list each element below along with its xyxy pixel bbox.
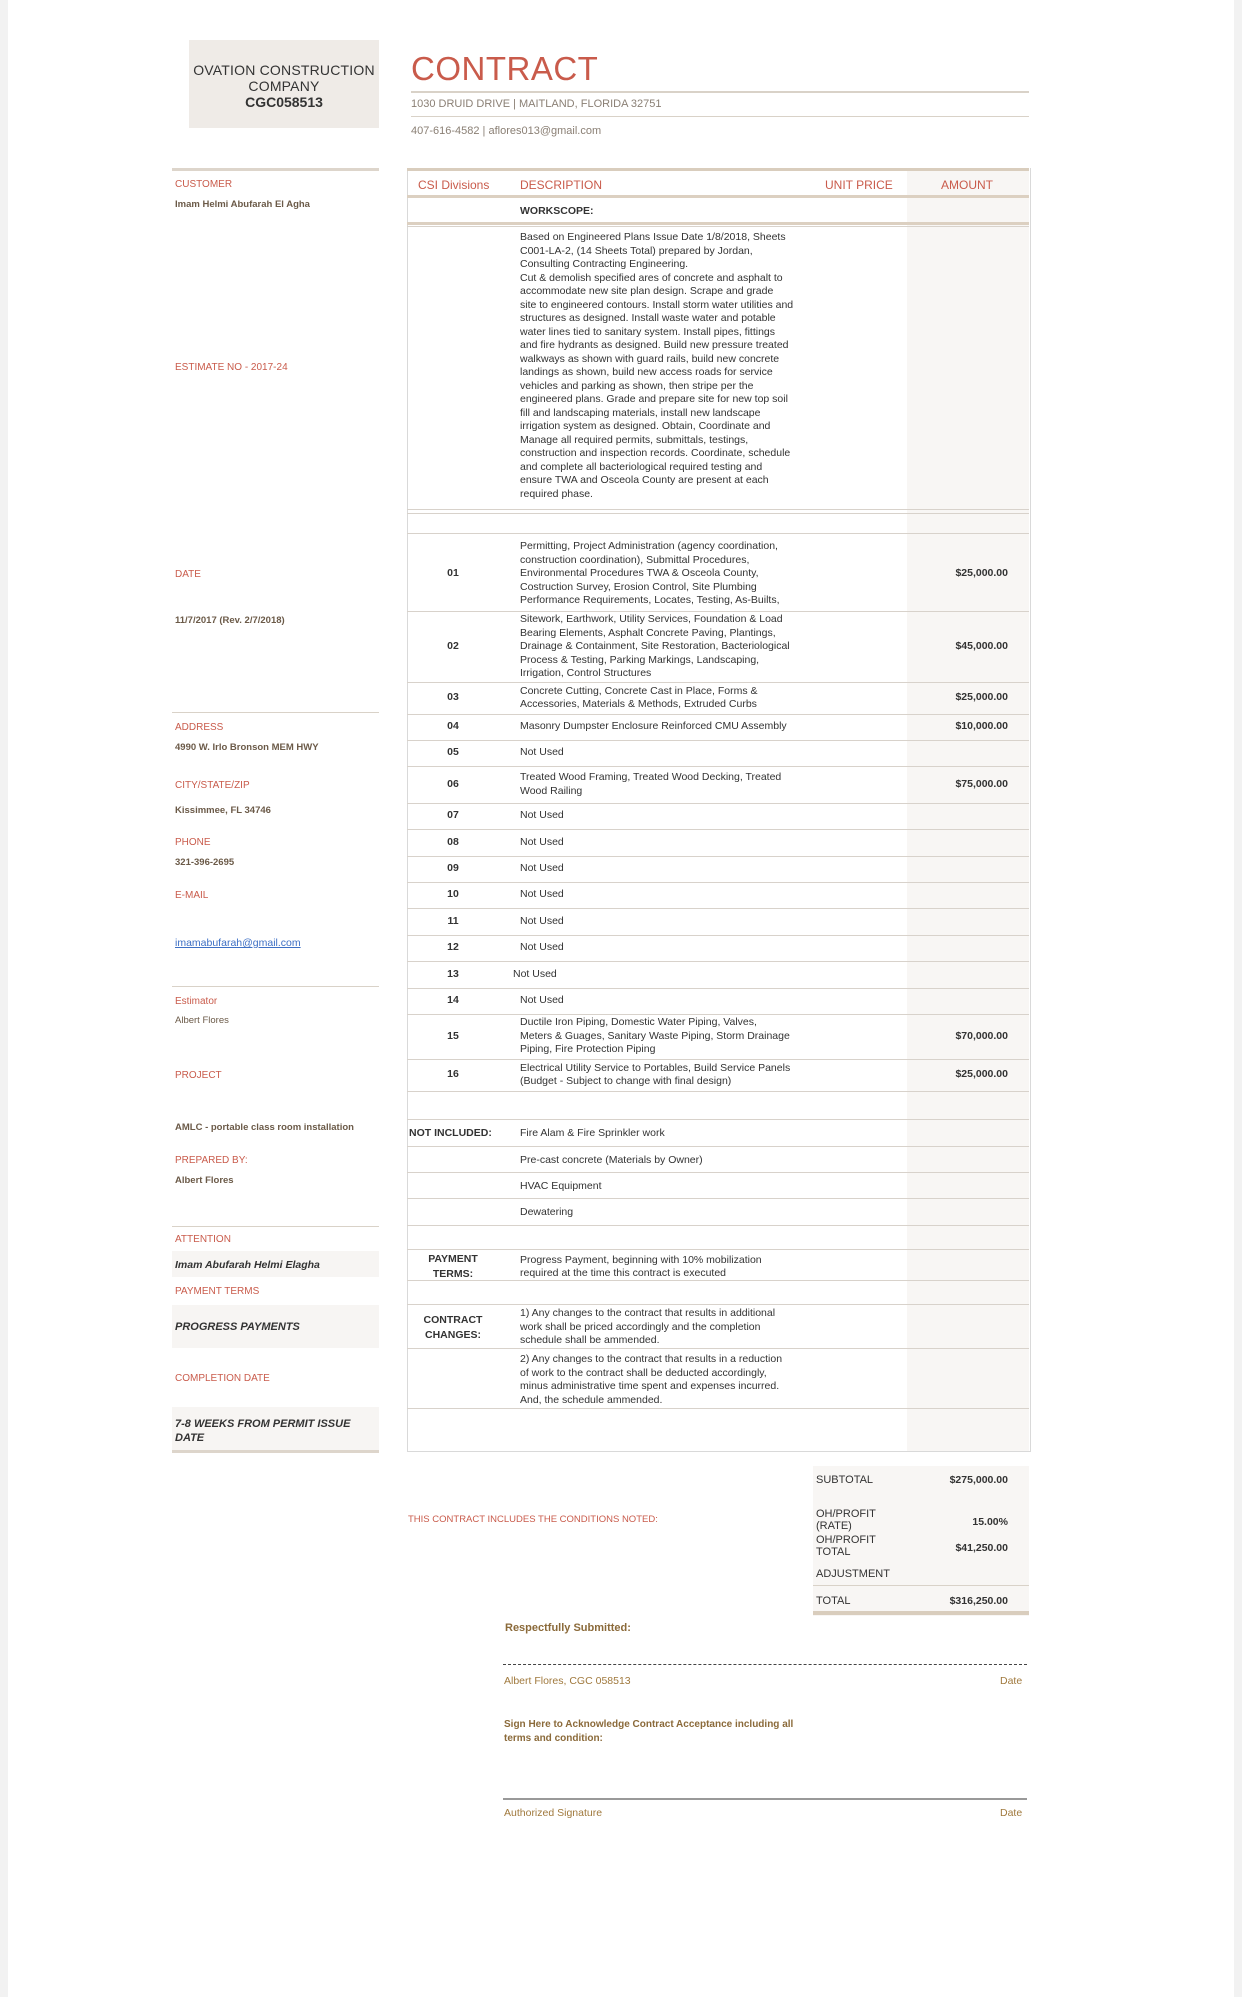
text-line: Performance Requirements, Locates, Testing, As-Builts, bbox=[520, 594, 780, 607]
line-item-description bbox=[520, 720, 820, 734]
customer-rule bbox=[172, 168, 379, 171]
contract-changes-label: CONTRACT CHANGES: bbox=[423, 1314, 483, 1341]
csi-division-number: 05 bbox=[447, 746, 459, 758]
csi-division-number: 06 bbox=[447, 777, 459, 790]
workscope-text bbox=[520, 231, 825, 501]
text-line: site to engineered contours. Install storm water utilities and bbox=[520, 298, 794, 311]
csi-division-number: 09 bbox=[447, 862, 459, 874]
authorized-signature-label: Authorized Signature bbox=[504, 1807, 603, 1819]
text-line: structures as designed. Install waste water and potable bbox=[520, 312, 776, 324]
text-line: Electrical Utility Service to Portables, Build Service Panels bbox=[520, 1061, 791, 1074]
line-item-amount: $25,000.00 bbox=[955, 567, 1008, 579]
line-item-description bbox=[520, 915, 820, 929]
text-line: water lines tied to sanitary system. Install pipes, fittings bbox=[520, 325, 776, 338]
payment-terms-line: required at the time this contract is executed bbox=[520, 1267, 727, 1279]
left-bottom-rule bbox=[172, 1450, 379, 1453]
date-1-label: Date bbox=[1000, 1675, 1023, 1687]
ni-top-rule bbox=[407, 1091, 1029, 1092]
attention-label: ATTENTION bbox=[175, 1234, 231, 1245]
not-included-item: HVAC Equipment bbox=[520, 1180, 602, 1192]
line-item-amount: $45,000.00 bbox=[955, 639, 1008, 652]
ohp-rate-value: 15.00% bbox=[972, 1516, 1008, 1528]
csi-division-number: 11 bbox=[447, 914, 459, 927]
row-divider bbox=[407, 882, 1029, 883]
text-line: Accessories, Materials & Methods, Extruded Curbs bbox=[520, 698, 757, 710]
company-logo-box bbox=[189, 40, 379, 128]
date-2-label: Date bbox=[1000, 1807, 1023, 1819]
project-label: PROJECT bbox=[175, 1070, 222, 1081]
text-line: Wood Railing bbox=[520, 784, 583, 797]
text-line: Treated Wood Framing, Treated Wood Decking, Treated bbox=[520, 771, 782, 783]
line-item-description bbox=[520, 1062, 820, 1089]
text-line: engineered plans. Grade and prepare site for new top soil bbox=[520, 393, 788, 405]
text-line: Drainage & Containment, Site Restoration, Bacteriological bbox=[520, 640, 790, 652]
ohp-total-value: $41,250.00 bbox=[955, 1542, 1008, 1554]
subtotal-value: $275,000.00 bbox=[949, 1474, 1008, 1486]
row-divider bbox=[407, 908, 1029, 909]
ni-rule-1 bbox=[407, 1146, 1029, 1147]
adjustment-label: ADJUSTMENT bbox=[816, 1568, 890, 1580]
header-rule bbox=[407, 195, 1029, 198]
customer-value: Imam Helmi Abufarah El Agha bbox=[175, 199, 310, 210]
text-line: Piping, Fire Protection Piping bbox=[520, 1043, 656, 1056]
project-value: AMLC - portable class room installation bbox=[175, 1122, 354, 1133]
total-rule bbox=[813, 1585, 1029, 1586]
row-divider bbox=[407, 829, 1029, 830]
total-label: TOTAL bbox=[816, 1595, 851, 1607]
text-line: Not Used bbox=[520, 994, 564, 1007]
text-line: schedule shall be ammended. bbox=[520, 1334, 660, 1346]
csi-division-number: 07 bbox=[447, 809, 459, 821]
line-item-description bbox=[520, 1016, 820, 1057]
text-line: of work to the contract shall be deducted accordingly, bbox=[520, 1366, 767, 1379]
line-item-description bbox=[520, 836, 820, 850]
text-line: Cut & demolish specified ares of concrete and asphalt to bbox=[520, 271, 783, 284]
conditions-note: THIS CONTRACT INCLUDES THE CONDITIONS NOTED: bbox=[408, 1514, 658, 1525]
text-line: Not Used bbox=[520, 888, 564, 901]
completion-label: COMPLETION DATE bbox=[175, 1373, 270, 1384]
completion-value: 7-8 WEEKS FROM PERMIT ISSUE DATE bbox=[175, 1418, 351, 1444]
text-line: Manage all required permits, submittals, testings, bbox=[520, 433, 749, 446]
address-divider bbox=[411, 116, 1029, 117]
text-line: Sitework, Earthwork, Utility Services, Foundation & Load bbox=[520, 613, 783, 625]
line-item-amount: $70,000.00 bbox=[955, 1029, 1008, 1042]
signer-name: Albert Flores, CGC 058513 bbox=[504, 1675, 631, 1687]
company-address: 1030 DRUID DRIVE | MAITLAND, FLORIDA 32751 bbox=[411, 98, 662, 110]
text-line: Not Used bbox=[520, 862, 564, 875]
company-license: CGC058513 bbox=[245, 94, 323, 110]
text-line: minus administrative time spent and expenses incurred. bbox=[520, 1380, 780, 1392]
row-divider bbox=[407, 611, 1029, 612]
line-item-amount: $10,000.00 bbox=[955, 720, 1008, 732]
line-item-description bbox=[513, 968, 813, 982]
ni-rule-3 bbox=[407, 1198, 1029, 1199]
ohp-rate-label: OH/PROFIT (RATE) bbox=[816, 1508, 876, 1532]
csi-division-number: 04 bbox=[447, 720, 459, 732]
email-link[interactable]: imamabufarah@gmail.com bbox=[175, 937, 301, 949]
ni-rule-0 bbox=[407, 1119, 1029, 1120]
workscope-bottom-rule bbox=[407, 509, 1029, 510]
date-label: DATE bbox=[175, 569, 201, 580]
csi-division-number: 10 bbox=[447, 888, 459, 900]
changes-bottom-rule bbox=[407, 1408, 1029, 1409]
col-header-amount: AMOUNT bbox=[941, 178, 993, 192]
phone-value: 321-396-2695 bbox=[175, 857, 235, 868]
table-top-rule bbox=[407, 168, 1029, 171]
text-line: Concrete Cutting, Concrete Cast in Place, Forms & bbox=[520, 684, 758, 697]
text-line: Ductile Iron Piping, Domestic Water Piping, Valves, bbox=[520, 1016, 757, 1029]
text-line: Costruction Survey, Erosion Control, Site Plumbing bbox=[520, 580, 757, 593]
text-line: Meters & Guages, Sanitary Waste Piping, Storm Drainage bbox=[520, 1029, 790, 1042]
text-line: construction and inspection records. Coordinate, schedule bbox=[520, 447, 791, 459]
col-header-unit-price: UNIT PRICE bbox=[825, 178, 893, 192]
workscope-label: WORKSCOPE: bbox=[520, 205, 594, 217]
text-line: Not Used bbox=[520, 809, 564, 822]
text-line: walkways as shown with guard rails, build new concrete bbox=[520, 352, 780, 365]
contract-page bbox=[8, 0, 1234, 1997]
text-line: Environmental Procedures TWA & Osceola County, bbox=[520, 567, 759, 580]
row-divider bbox=[407, 803, 1029, 804]
workscope-bottom-rule-2 bbox=[407, 513, 1029, 514]
line-item-description bbox=[520, 862, 820, 876]
not-included-item: Pre-cast concrete (Materials by Owner) bbox=[520, 1154, 703, 1166]
row-divider bbox=[407, 1014, 1029, 1015]
line-item-description bbox=[520, 613, 820, 681]
line-item-description bbox=[520, 888, 820, 902]
page-title: CONTRACT bbox=[411, 50, 599, 87]
text-line: Not Used bbox=[520, 746, 564, 759]
ni-rule-4 bbox=[407, 1225, 1029, 1226]
customer-label: CUSTOMER bbox=[175, 179, 233, 190]
subtotal-label: SUBTOTAL bbox=[816, 1474, 874, 1486]
phone-label: PHONE bbox=[175, 837, 211, 848]
row-divider bbox=[407, 856, 1029, 857]
total-bottom-rule bbox=[813, 1611, 1029, 1615]
workscope-rule bbox=[407, 222, 1029, 225]
company-name: OVATION CONSTRUCTION COMPANY bbox=[193, 62, 375, 94]
text-line: and complete all bacteriological required testing and bbox=[520, 460, 763, 473]
row-divider bbox=[407, 740, 1029, 741]
line-item-description bbox=[520, 941, 820, 955]
payment-terms-label: PAYMENT TERMS: bbox=[428, 1253, 478, 1280]
line-item-description bbox=[520, 685, 820, 712]
contract-changes-1 bbox=[520, 1307, 820, 1348]
row-divider bbox=[407, 935, 1029, 936]
text-line: C001-LA-2, (14 Sheets Total) prepared by Jordan, bbox=[520, 244, 753, 257]
text-line: Consulting Contracting Engineering. bbox=[520, 258, 689, 270]
prepared-value: Albert Flores bbox=[175, 1175, 234, 1186]
text-line: irrigation system as designed. Obtain, Coordinate and bbox=[520, 420, 771, 432]
col-header-csi: CSI Divisions bbox=[418, 178, 490, 192]
col-header-description: DESCRIPTION bbox=[520, 178, 603, 192]
line-item-description bbox=[520, 771, 820, 798]
text-line: Bearing Elements, Asphalt Concrete Paving, Plantings, bbox=[520, 626, 776, 639]
text-line: And, the schedule ammended. bbox=[520, 1393, 663, 1406]
text-line: Not Used bbox=[513, 967, 557, 980]
signature-line-1[interactable] bbox=[503, 1664, 1027, 1665]
acknowledge-text: Sign Here to Acknowledge Contract Acceptance including all terms and condition: bbox=[504, 1719, 794, 1744]
city-value: Kissimmee, FL 34746 bbox=[175, 805, 271, 816]
text-line: Permitting, Project Administration (agency coordination, bbox=[520, 540, 778, 553]
address-rule bbox=[172, 712, 379, 713]
payment-top-rule bbox=[407, 1249, 1029, 1250]
csi-division-number: 03 bbox=[447, 691, 459, 703]
row-divider bbox=[407, 988, 1029, 989]
text-line: landings as shown, build new access roads for service bbox=[520, 366, 773, 378]
line-item-amount: $25,000.00 bbox=[955, 1068, 1008, 1080]
company-contact: 407-616-4582 | aflores013@gmail.com bbox=[411, 125, 602, 137]
text-line: Irrigation, Control Structures bbox=[520, 667, 652, 679]
date-value: 11/7/2017 (Rev. 2/7/2018) bbox=[175, 615, 285, 626]
email-label: E-MAIL bbox=[175, 890, 209, 901]
payment-value: PROGRESS PAYMENTS bbox=[175, 1321, 300, 1333]
items-start-rule bbox=[407, 533, 1029, 534]
csi-division-number: 01 bbox=[447, 567, 459, 579]
line-item-description bbox=[520, 809, 820, 823]
prepared-label: PREPARED BY: bbox=[175, 1155, 248, 1166]
workscope-rule-2 bbox=[407, 226, 1029, 227]
text-line: vehicles and parking as shown, then stripe per the bbox=[520, 379, 754, 392]
ohp-total-label: OH/PROFIT TOTAL bbox=[816, 1534, 876, 1558]
signature-line-2[interactable] bbox=[503, 1798, 1027, 1800]
not-included-item: Fire Alam & Fire Sprinkler work bbox=[520, 1127, 665, 1139]
ni-rule-2 bbox=[407, 1172, 1029, 1173]
submitted-label: Respectfully Submitted: bbox=[505, 1622, 631, 1634]
total-value: $316,250.00 bbox=[949, 1595, 1008, 1607]
line-item-description bbox=[520, 540, 820, 608]
text-line: Process & Testing, Parking Markings, Landscaping, bbox=[520, 653, 760, 666]
csi-division-number: 12 bbox=[447, 941, 459, 953]
payment-bottom-rule bbox=[407, 1280, 1029, 1281]
contract-changes-2 bbox=[520, 1353, 820, 1407]
estimate-label: ESTIMATE NO - 2017-24 bbox=[175, 362, 288, 373]
text-line: (Budget - Subject to change with final design) bbox=[520, 1075, 732, 1087]
row-divider bbox=[407, 682, 1029, 683]
line-item-amount: $25,000.00 bbox=[955, 691, 1008, 703]
csi-division-number: 02 bbox=[447, 639, 459, 652]
attention-value: Imam Abufarah Helmi Elagha bbox=[175, 1259, 320, 1271]
text-line: construction coordination), Submittal Procedures, bbox=[520, 553, 750, 566]
payment-label: PAYMENT TERMS bbox=[175, 1286, 260, 1297]
attention-rule bbox=[172, 1226, 379, 1227]
estimator-label: Estimator bbox=[175, 996, 218, 1007]
city-label: CITY/STATE/ZIP bbox=[175, 780, 250, 791]
title-divider bbox=[411, 91, 1029, 93]
row-divider bbox=[407, 766, 1029, 767]
line-item-description bbox=[520, 746, 820, 760]
csi-division-number: 08 bbox=[447, 835, 459, 848]
text-line: fill and landscaping materials, install new landscape bbox=[520, 406, 761, 419]
not-included-label: NOT INCLUDED: bbox=[409, 1127, 492, 1139]
text-line: work shall be priced accordingly and the completion bbox=[520, 1320, 761, 1333]
csi-division-number: 16 bbox=[447, 1068, 459, 1080]
text-line: 1) Any changes to the contract that results in additional bbox=[520, 1307, 776, 1319]
changes-mid-rule bbox=[407, 1348, 1029, 1349]
estimator-value: Albert Flores bbox=[175, 1015, 229, 1026]
address-value: 4990 W. Irlo Bronson MEM HWY bbox=[175, 742, 319, 753]
csi-division-number: 14 bbox=[447, 994, 459, 1006]
estimator-rule bbox=[172, 986, 379, 987]
csi-division-number: 13 bbox=[447, 967, 459, 980]
text-line: accommodate new site plan design. Scrape and grade bbox=[520, 285, 774, 297]
text-line: Not Used bbox=[520, 941, 564, 954]
row-divider bbox=[407, 1059, 1029, 1060]
text-line: Not Used bbox=[520, 914, 564, 927]
text-line: 2) Any changes to the contract that results in a reduction bbox=[520, 1353, 783, 1365]
payment-terms-line: Progress Payment, beginning with 10% mobilization bbox=[520, 1254, 762, 1266]
text-line: and fire hydrants as designed. Build new pressure treated bbox=[520, 339, 789, 351]
csi-division-number: 15 bbox=[447, 1029, 459, 1042]
changes-top-rule bbox=[407, 1304, 1029, 1305]
text-line: Masonry Dumpster Enclosure Reinforced CMU Assembly bbox=[520, 720, 787, 733]
row-divider bbox=[407, 714, 1029, 715]
text-line: Based on Engineered Plans Issue Date 1/8/2018, Sheets bbox=[520, 231, 786, 243]
line-item-amount: $75,000.00 bbox=[955, 777, 1008, 790]
line-item-description bbox=[520, 994, 820, 1008]
not-included-item: Dewatering bbox=[520, 1206, 574, 1218]
row-divider bbox=[407, 961, 1029, 962]
text-line: Not Used bbox=[520, 835, 564, 848]
text-line: ensure TWA and Osceola County are present at each bbox=[520, 474, 769, 486]
address-label: ADDRESS bbox=[175, 722, 224, 733]
text-line: required phase. bbox=[520, 487, 593, 500]
